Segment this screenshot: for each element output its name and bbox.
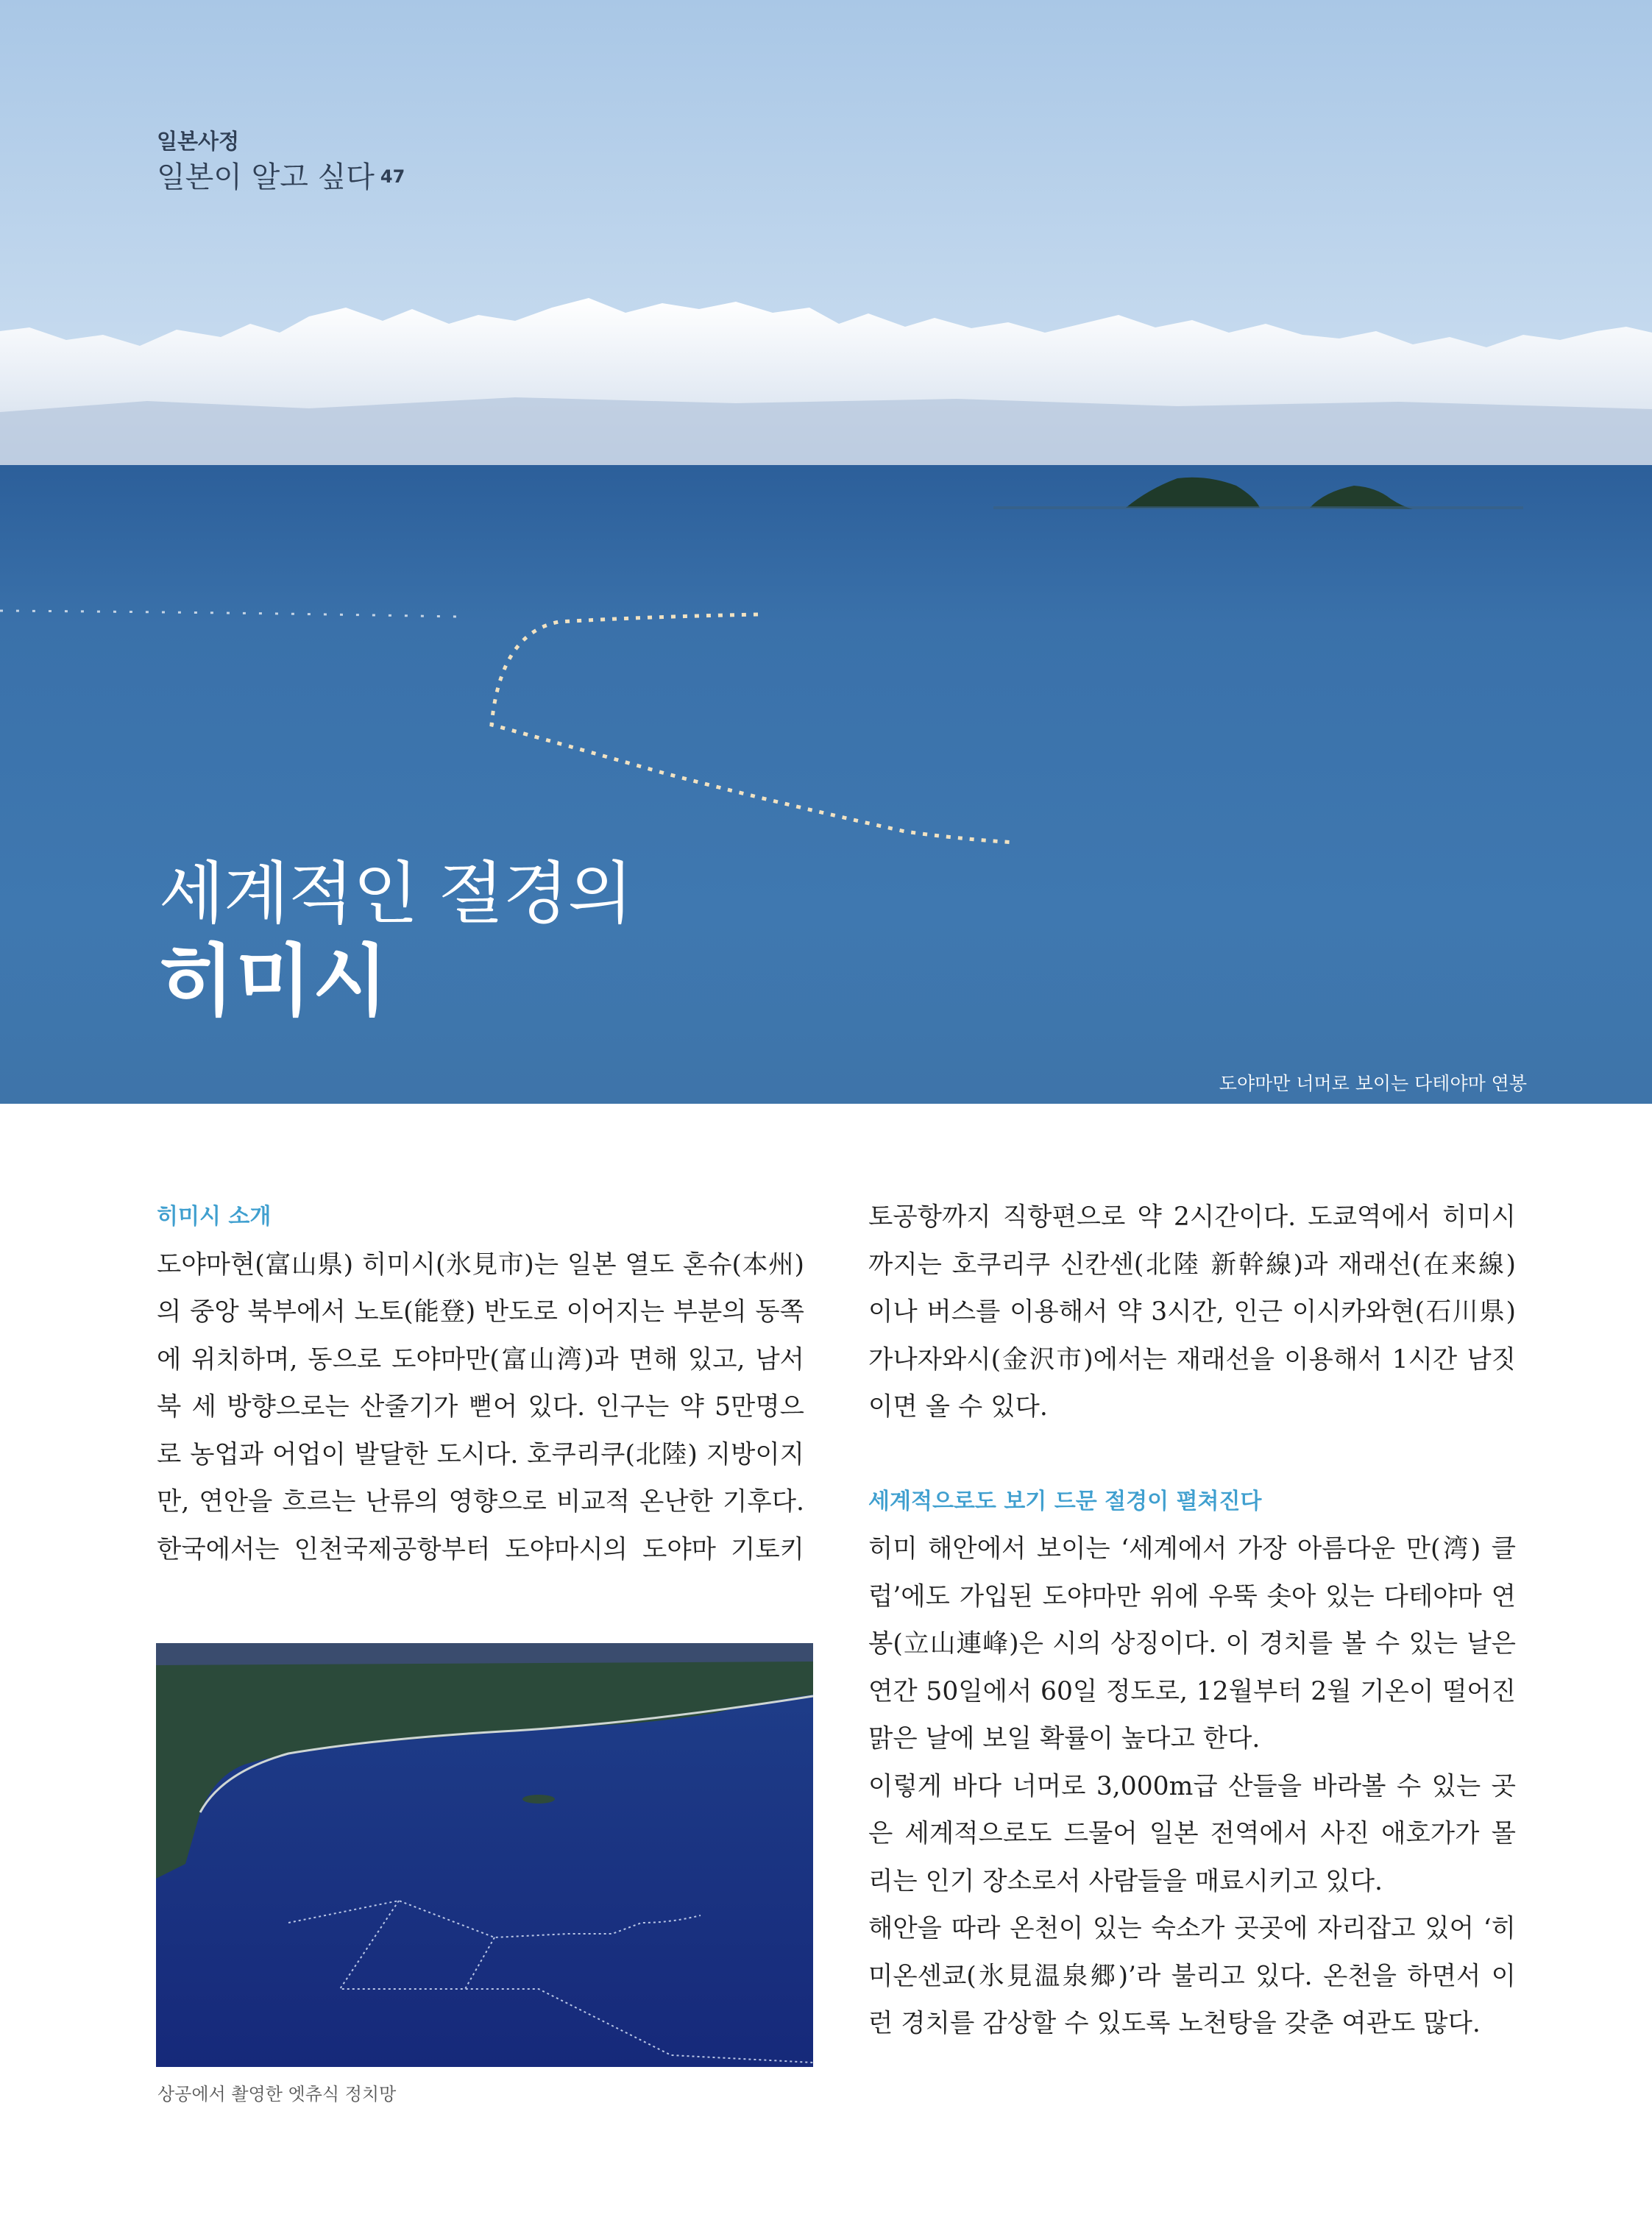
scenery-line: 리는 인기 장소로서 사람들을 매료시키고 있다. <box>868 1866 1383 1896</box>
intro-line: 의 중앙 북부에서 노토(能登) 반도로 이어지는 부분의 동쪽 <box>157 1297 804 1327</box>
scenery-line: 럽’에도 가입된 도야마만 위에 우뚝 솟아 있는 다테야마 연 <box>868 1581 1516 1611</box>
intro-cont-line: 까지는 호쿠리쿠 신칸센(北陸 新幹線)과 재래선(在来線) <box>868 1249 1516 1280</box>
intro-cont-line: 이면 올 수 있다. <box>868 1392 1048 1422</box>
hero-caption: 도야마만 너머로 보이는 다테야마 연봉 <box>1219 1073 1527 1094</box>
hero-title-line2: 히미시 <box>159 936 390 1026</box>
scenery-heading: 세계적으로도 보기 드문 절경이 펼쳐진다 <box>868 1488 1262 1514</box>
intro-cont-line: 토공항까지 직항편으로 약 2시간이다. 도쿄역에서 히미시 <box>868 1202 1516 1232</box>
scenery-line: 맑은 날에 보일 확률이 높다고 한다. <box>868 1724 1261 1753</box>
scenery-line: 런 경치를 감상할 수 있도록 노천탕을 갖춘 여관도 많다. <box>868 2009 1481 2038</box>
intro-cont-line: 가나자와시(金沢市)에서는 재래선을 이용해서 1시간 남짓 <box>868 1344 1516 1375</box>
intro-line: 북 세 방향으로는 산줄기가 뻗어 있다. 인구는 약 5만명으 <box>157 1392 804 1422</box>
hero-photo <box>0 0 1652 1104</box>
intro-heading: 히미시 소개 <box>157 1204 272 1230</box>
right-column <box>868 1194 1516 2048</box>
aerial-photo <box>156 1643 813 2067</box>
intro-line: 도야마현(富山県) 히미시(氷見市)는 일본 열도 혼슈(本州) <box>157 1249 804 1280</box>
section-gap <box>868 1431 1516 1478</box>
intro-cont-line: 이나 버스를 이용해서 약 3시간, 인근 이시카와현(石川県) <box>868 1297 1516 1327</box>
scenery-line: 히미 해안에서 보이는 ‘세계에서 가장 아름다운 만(湾) 클 <box>868 1534 1516 1564</box>
series-title: 일본이 알고 싶다 <box>157 160 375 194</box>
left-column <box>157 1194 804 1573</box>
series-title-row <box>157 156 405 198</box>
intro-line: 에 위치하며, 동으로 도야마만(富山湾)과 면해 있고, 남서 <box>157 1344 804 1375</box>
series-number: 47 <box>380 166 405 187</box>
scenery-line: 미온센쿄(氷見温泉郷)’라 불리고 있다. 온천을 하면서 이 <box>868 1961 1516 1991</box>
hero-title-line1: 세계적인 절경의 <box>159 854 633 933</box>
series-header <box>157 127 405 198</box>
intro-line: 만, 연안을 흐르는 난류의 영향으로 비교적 온난한 기후다. <box>157 1487 804 1517</box>
scenery-line: 이렇게 바다 너머로 3,000m급 산들을 바라볼 수 있는 곳 <box>868 1771 1516 1801</box>
series-label: 일본사정 <box>157 129 240 154</box>
photo2-caption: 상공에서 촬영한 엣츄식 정치망 <box>157 2084 397 2104</box>
intro-line: 한국에서는 인천국제공항부터 도야마시의 도야마 기토키 <box>157 1534 804 1564</box>
scenery-line: 해안을 따라 온천이 있는 숙소가 곳곳에 자리잡고 있어 ‘히 <box>868 1914 1516 1943</box>
intro-line: 로 농업과 어업이 발달한 도시다. 호쿠리쿠(北陸) 지방이지 <box>157 1439 804 1469</box>
scenery-line: 봉(立山連峰)은 시의 상징이다. 이 경치를 볼 수 있는 날은 <box>868 1629 1516 1659</box>
scenery-line: 은 세계적으로도 드물어 일본 전역에서 사진 애호가가 몰 <box>868 1819 1516 1848</box>
hero-title <box>159 854 632 1029</box>
scenery-line: 연간 50일에서 60일 정도로, 12월부터 2월 기온이 떨어진 <box>868 1676 1516 1706</box>
